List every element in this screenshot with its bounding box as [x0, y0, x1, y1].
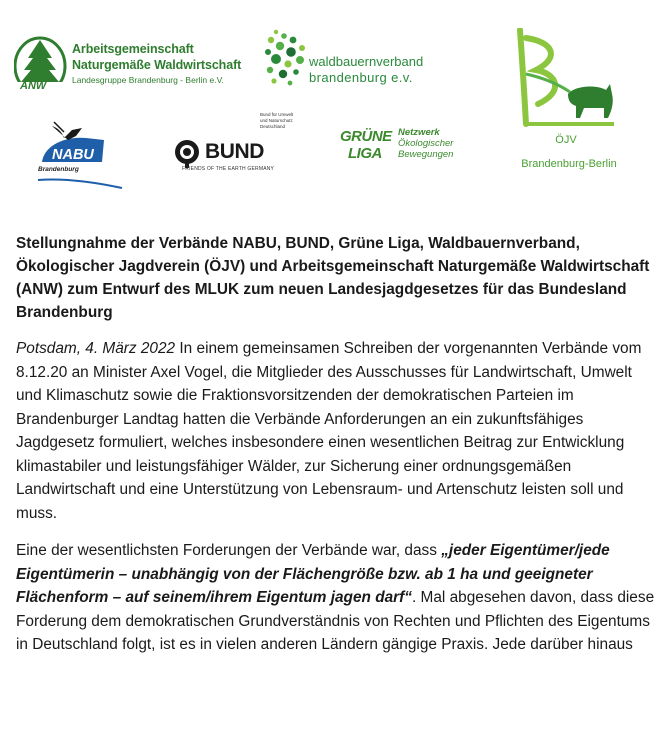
gruene-liga-right2: Ökologischer	[398, 138, 454, 149]
nabu-name: NABU	[52, 147, 94, 163]
gruene-liga-right1: Netzwerk	[398, 127, 440, 138]
paragraph-2	[16, 539, 656, 657]
paragraph-1-text: In einem gemeinsamen Schreiben der vorgenannten Verbände vom 8.12.20 an Minister Axel Vogel, die Mitglieder des Ausschusses für Landwirtschaft, Umwelt und Klimaschutz sowie die Fraktionsvorsitzenden der demokratischen Parteien im Brandenburger Landtag hatten die Verbände Anforderungen an ein zukunftsfähiges Jagdgesetz formuliert, welches insbesondere einen wesentlichen Beitrag zur Entwicklung klimastabiler und leistungsfähiger Wälder, zur Sicherung einer ordnungsgemäßen Landwirtschaft und eine Unterstützung von Lebensraum- und Artenschutz leisten soll und muss.	[16, 340, 642, 522]
anw-mark: ANW	[20, 80, 47, 92]
paragraph-1	[16, 337, 656, 525]
gruene-liga-logo	[338, 128, 468, 174]
dots-icon	[262, 28, 308, 90]
dateline: Potsdam, 4. März 2022	[16, 340, 176, 357]
nabu-region: Brandenburg	[38, 166, 79, 173]
waldbauernverband-logo	[262, 28, 462, 90]
gruene-liga-word2: LIGA	[348, 145, 382, 162]
waldbauernverband-line1: waldbauernverband	[309, 54, 424, 69]
gruene-liga-right3: Bewegungen	[398, 149, 454, 160]
ojv-name: ÖJV	[555, 134, 577, 146]
paragraph-2-quote: „jeder Eigentümer/jede Eigentümerin – unabhängig von der Flächengröße bzw. ab 1 ha und geeigneter Flächenform – auf seinem/ihrem Eigentum jagen darf“	[16, 542, 610, 606]
document-title: Stellungnahme der Verbände NABU, BUND, Grüne Liga, Waldbauernverband, Ökologischer Jagdverein (ÖJV) und Arbeitsgemeinschaft Naturgemäße Waldwirtschaft (ANW) zum Entwurf des MLUK zum neuen Landesjagdgesetzes für das Bundesland Brandenburg	[16, 235, 650, 321]
document	[16, 232, 656, 657]
anw-line1: Arbeitsgemeinschaft	[72, 42, 194, 56]
anw-logo	[14, 36, 244, 98]
bund-name: BUND	[205, 140, 265, 163]
paragraph-2-start: Eine der wesentlichsten Forderungen der Verbände war, dass	[16, 542, 442, 559]
anw-line2: Naturgemäße Waldwirtschaft	[72, 58, 242, 72]
bund-logo	[172, 112, 302, 182]
ojv-region: Brandenburg-Berlin	[521, 158, 617, 170]
ojv-logo	[514, 28, 642, 178]
paragraph-2-end: . Mal abgesehen davon, dass diese Forderung dem demokratischen Grundverständnis von Rechten und Pflichten des Eigentums in Deutschland folgt, ist es in vielen anderen Ländern gängige Praxis. Jede darüber hinaus	[16, 589, 655, 653]
lynx-b-icon	[514, 28, 626, 132]
bund-side-text: Bund für Umwelt und Naturschutz Deutschland	[260, 112, 294, 129]
bund-tagline: FRIENDS OF THE EARTH GERMANY	[182, 166, 275, 172]
anw-line3: Landesgruppe Brandenburg - Berlin e.V.	[72, 75, 224, 85]
nabu-logo	[34, 118, 126, 192]
waldbauernverband-line2: brandenburg e.v.	[309, 70, 413, 85]
gruene-liga-word1: GRÜNE	[340, 128, 392, 145]
